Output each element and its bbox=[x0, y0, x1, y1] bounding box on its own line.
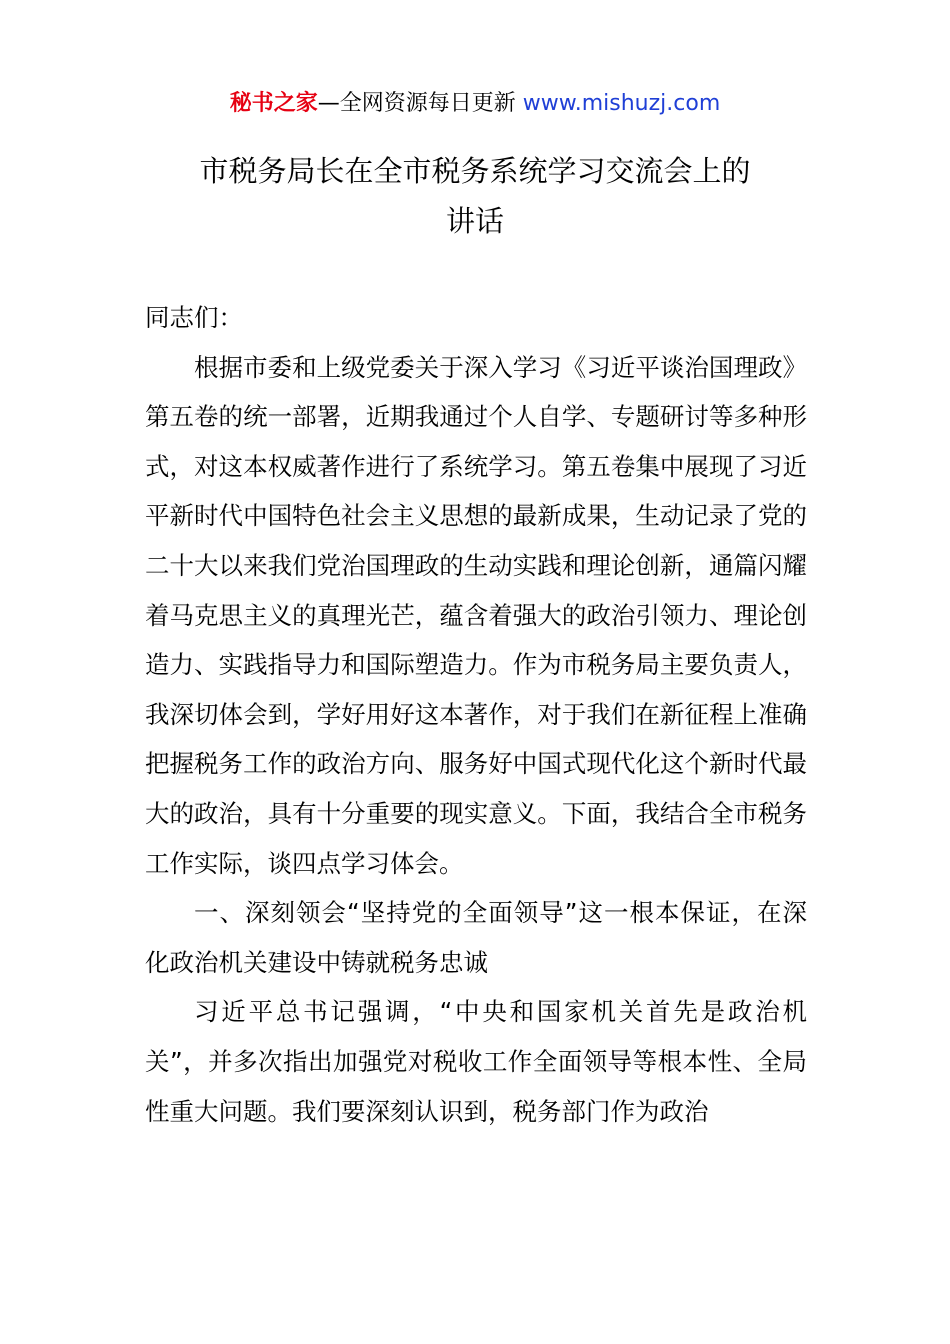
site-slogan: —全网资源每日更新 bbox=[317, 91, 523, 116]
paragraph-section-1: 习近平总书记强调，“中央和国家机关首先是政治机关”，并多次指出加强党对税收工作全面领导等根本性、全局性重大问题。我们要深刻认识到，税务部门作为政治 bbox=[145, 997, 807, 1126]
document-title bbox=[0, 146, 950, 246]
site-header bbox=[0, 88, 950, 120]
site-url-link[interactable]: www.mishuzj.com bbox=[522, 91, 721, 116]
document-body bbox=[145, 293, 807, 1136]
title-line-2: 讲话 bbox=[445, 204, 504, 238]
greeting: 同志们： bbox=[145, 303, 243, 332]
brand-name: 秘书之家 bbox=[229, 91, 318, 116]
section-heading-1: 一、深刻领会“坚持党的全面领导”这一根本保证，在深化政治机关建设中铸就税务忠诚 bbox=[145, 898, 807, 977]
title-line-1: 市税务局长在全市税务系统学习交流会上的 bbox=[199, 154, 751, 188]
paragraph-intro: 根据市委和上级党委关于深入学习《习近平谈治国理政》第五卷的统一部署，近期我通过个人自学、专题研讨等多种形式，对这本权威著作进行了系统学习。第五卷集中展现了习近平新时代中国特色社会主义思想的最新成果，生动记录了党的二十大以来我们党治国理政的生动实践和理论创新，通篇闪耀着马克思主义的真理光芒，蕴含着强大的政治引领力、理论创造力、实践指导力和国际塑造力。作为市税务局主要负责人，我深切体会到，学好用好这本著作，对于我们在新征程上准确把握税务工作的政治方向、服务好中国式现代化这个新时代最大的政治，具有十分重要的现实意义。下面，我结合全市税务工作实际，谈四点学习体会。 bbox=[145, 352, 807, 878]
